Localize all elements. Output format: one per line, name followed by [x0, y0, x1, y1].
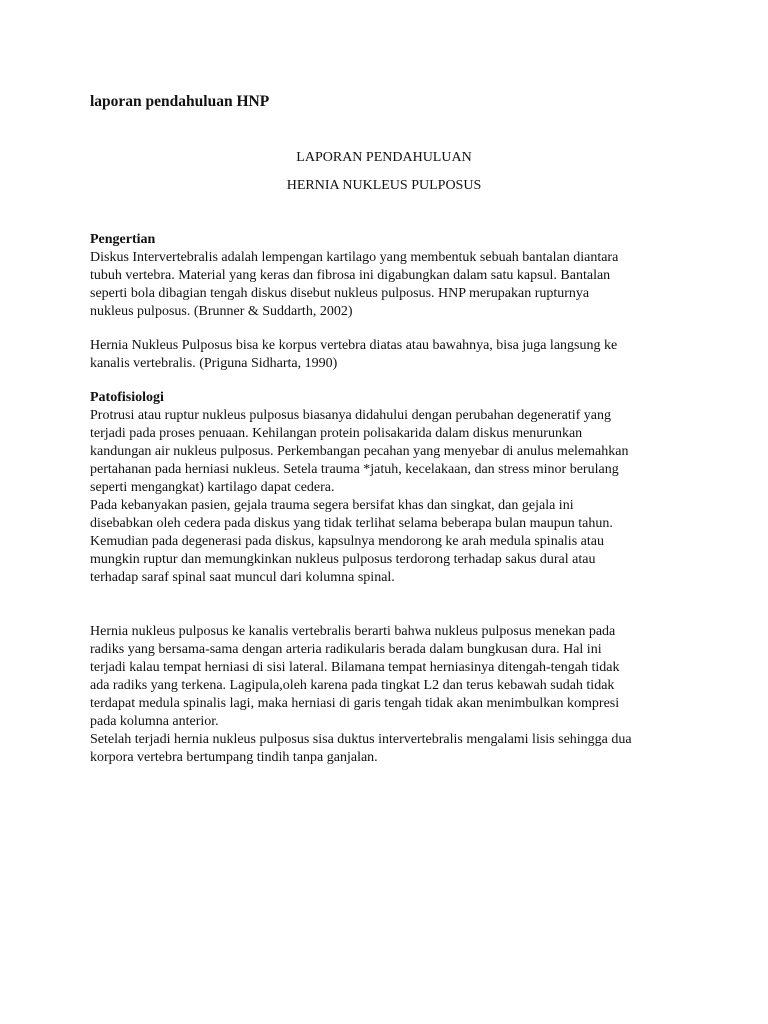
paragraph-line: radiks yang bersama-sama dengan arteria radikularis berada dalam bungkusan dura. Hal ini: [90, 642, 602, 657]
paragraph-line: kandungan air nukleus pulposus. Perkembangan pecahan yang menyebar di anulus melemahkan: [90, 444, 629, 459]
paragraph-line: terjadi kalau tempat herniasi di sisi lateral. Bilamana tempat herniasinya ditengah-tengah tidak: [90, 660, 620, 675]
paragraph-line: seperti bola dibagian tengah diskus disebut nukleus pulposus. HNP merupakan rupturnya: [90, 286, 590, 301]
paragraph-line: seperti mengangkat) kartilago dapat cedera.: [90, 480, 335, 495]
paragraph-line: nukleus pulposus. (Brunner & Suddarth, 2002): [90, 304, 353, 319]
paragraph-line: terhadap saraf spinal saat muncul dari kolumna spinal.: [90, 570, 395, 585]
paragraph-line: tubuh vertebra. Material yang keras dan fibrosa ini digabungkan dalam satu kapsul. Bantalan: [90, 268, 611, 283]
paragraph-line: ada radiks yang terkena. Lagipula,oleh karena pada tingkat L2 dan terus kebawah sudah tidak: [90, 678, 615, 693]
section-heading-patofisiologi: Patofisiologi: [90, 390, 164, 405]
paragraph-line: Diskus Intervertebralis adalah lempengan kartilago yang membentuk sebuah bantalan diantara: [90, 250, 619, 265]
paragraph-line: Hernia Nukleus Pulposus bisa ke korpus vertebra diatas atau bawahnya, bisa juga langsung ke: [90, 338, 618, 353]
paragraph-line: mungkin ruptur dan memungkinkan nukleus pulposus terdorong terhadap sakus dural atau: [90, 552, 596, 567]
paragraph-line: Setelah terjadi hernia nukleus pulposus sisa duktus intervertebralis mengalami lisis sehingga dua: [90, 732, 632, 747]
center-title-sub: HERNIA NUKLEUS PULPOSUS: [286, 178, 482, 193]
paragraph-line: korpora vertebra bertumpang tindih tanpa ganjalan.: [90, 750, 378, 765]
center-title-main: LAPORAN PENDAHULUAN: [296, 150, 472, 165]
paragraph-line: Kemudian pada degenerasi pada diskus, kapsulnya mendorong ke arah medula spinalis atau: [90, 534, 604, 549]
paragraph-line: pertahanan pada herniasi nukleus. Setela trauma *jatuh, kecelakaan, dan stress minor berulang: [90, 462, 619, 477]
document-title: laporan pendahuluan HNP: [90, 93, 270, 110]
paragraph-line: Protrusi atau ruptur nukleus pulposus biasanya didahului dengan perubahan degeneratif yang: [90, 408, 611, 423]
section-heading-pengertian: Pengertian: [90, 232, 156, 247]
paragraph-line: Hernia nukleus pulposus ke kanalis vertebralis berarti bahwa nukleus pulposus menekan pada: [90, 624, 616, 639]
paragraph-line: terdapat medula spinalis lagi, maka herniasi di garis tengah tidak akan menimbulkan kompresi: [90, 696, 620, 711]
paragraph-line: disebabkan oleh cedera pada diskus yang tidak terlihat selama beberapa bulan maupun tahun.: [90, 516, 613, 531]
paragraph-line: Pada kebanyakan pasien, gejala trauma segera bersifat khas dan singkat, dan gejala ini: [90, 498, 574, 513]
paragraph-line: kanalis vertebralis. (Priguna Sidharta, 1990): [90, 356, 338, 371]
paragraph-line: terjadi pada proses penuaan. Kehilangan protein polisakarida dalam diskus menurunkan: [90, 426, 583, 441]
paragraph-line: pada kolumna anterior.: [90, 714, 219, 729]
